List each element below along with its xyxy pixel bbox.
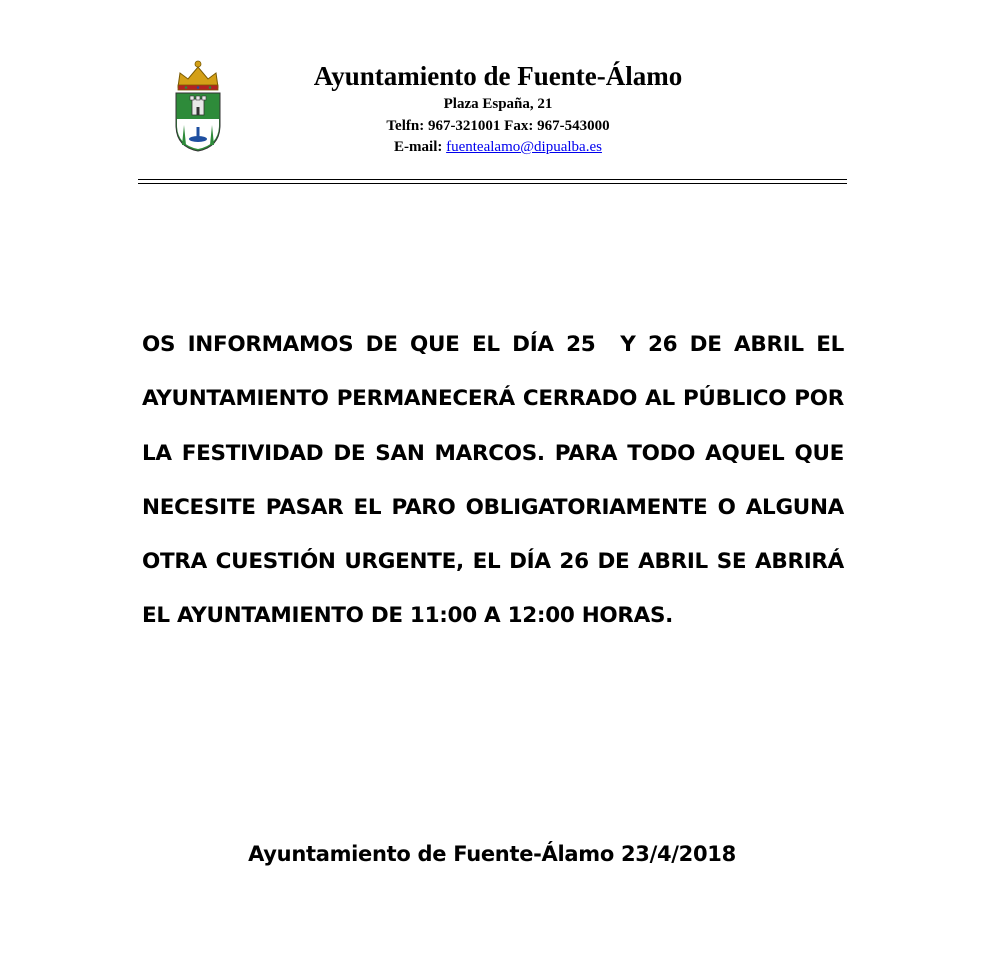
- letterhead: [138, 55, 848, 165]
- notice-body: OS INFORMAMOS DE QUE EL DÍA 25 Y 26 DE ABRIL EL AYUNTAMIENTO PERMANECERÁ CERRADO AL PÚBLICO POR LA FESTIVIDAD DE SAN MARCOS. PARA TODO AQUEL QUE NECESITE PASAR EL PARO OBLIGATORIAMENTE O ALGUNA OTRA CUESTIÓN URGENTE, EL DÍA 26 DE ABRIL SE ABRIRÁ EL AYUNTAMIENTO DE 11:00 A 12:00 HORAS.: [142, 332, 852, 629]
- email-line: [138, 139, 848, 156]
- signature-line: Ayuntamiento de Fuente-Álamo 23/4/2018: [248, 842, 736, 866]
- page-title: Ayuntamiento de Fuente-Álamo: [313, 61, 683, 91]
- email-link[interactable]: fuentealamo@dipualba.es: [446, 139, 602, 155]
- address-line: Plaza España, 21: [443, 96, 553, 112]
- header-divider-top: [138, 179, 847, 180]
- header-divider-bottom: [138, 183, 847, 184]
- email-label: E-mail:: [394, 139, 447, 155]
- phone-fax-line: Telfn: 967-321001 Fax: 967-543000: [386, 118, 610, 134]
